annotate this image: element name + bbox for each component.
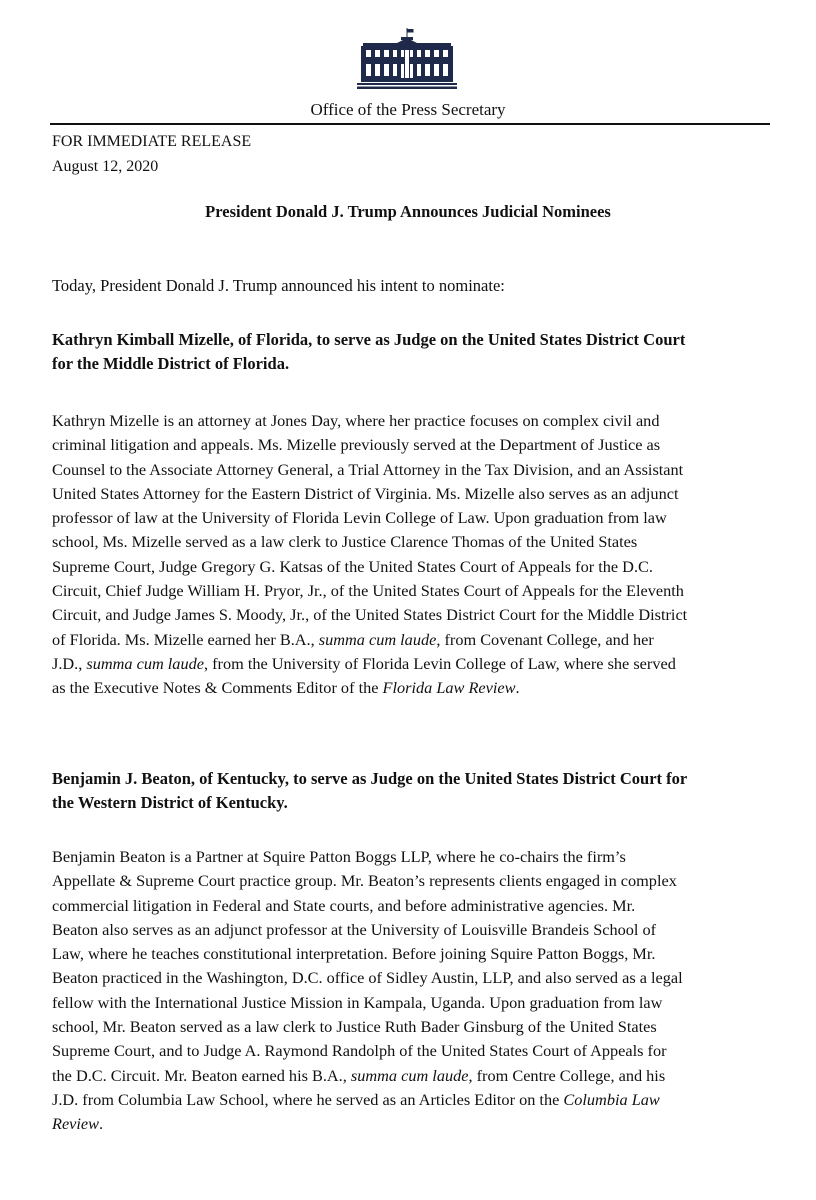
bio-line: [52, 894, 774, 918]
nominee-heading-line: the Western District of Kentucky.: [52, 793, 288, 812]
bio-line: [52, 1039, 774, 1063]
bio-text: , from Covenant College, and her: [436, 629, 654, 649]
italic-text: Columbia Law: [563, 1089, 660, 1109]
bio-text: Law, where he teaches constitutional interpretation. Before joining Squire Patton Boggs, Mr.: [52, 944, 656, 964]
header-divider: [50, 123, 770, 125]
bio-text: of Florida. Ms. Mizelle earned her B.A.,: [52, 629, 319, 649]
bio-text: .: [515, 678, 520, 698]
bio-line: [52, 555, 774, 579]
bio-text: J.D.,: [52, 653, 87, 673]
bio-line: [52, 918, 774, 942]
bio-line: [52, 942, 774, 966]
release-block: [52, 129, 251, 179]
bio-text: Kathryn Mizelle is an attorney at Jones Day, where her practice focuses on complex civil and: [52, 411, 660, 430]
bio-text: Appellate & Supreme Court practice group. Mr. Beaton’s represents clients engaged in complex: [52, 871, 677, 891]
nominee-bio: [52, 409, 774, 701]
nominee-bio: [52, 845, 774, 1137]
bio-line: [52, 1015, 774, 1039]
bio-text: school, Ms. Mizelle served as a law clerk to Justice Clarence Thomas of the United States: [52, 532, 638, 552]
bio-text: the D.C. Circuit. Mr. Beaton earned his B.A.,: [52, 1065, 351, 1085]
bio-line: [52, 409, 774, 433]
nominee-heading-line: Kathryn Kimball Mizelle, of Florida, to serve as Judge on the United States District Court: [52, 330, 686, 349]
bio-text: Counsel to the Associate Attorney General, a Trial Attorney in the Tax Division, and an Assistant: [52, 459, 684, 479]
bio-line: [52, 579, 774, 603]
bio-line: [52, 966, 774, 990]
italic-text: summa cum laude: [318, 629, 437, 649]
release-label: FOR IMMEDIATE RELEASE: [52, 133, 252, 150]
bio-text: as the Executive Notes & Comments Editor of the: [52, 678, 383, 698]
bio-line: [52, 1064, 774, 1088]
bio-text: Supreme Court, and to Judge A. Raymond Randolph of the United States Court of Appeals for: [52, 1041, 667, 1061]
nominee-heading-line: for the Middle District of Florida.: [52, 354, 290, 373]
bio-text: Beaton practiced in the Washington, D.C. office of Sidley Austin, LLP, and also served as a legal: [52, 968, 683, 988]
italic-text: Florida Law Review: [382, 678, 516, 698]
bio-line: [52, 652, 774, 676]
bio-text: Circuit, Chief Judge William H. Pryor, Jr., of the United States Court of Appeals for the Eleventh: [52, 581, 684, 601]
bio-line: [52, 869, 774, 893]
bio-text: Benjamin Beaton is a Partner at Squire Patton Boggs LLP, where he co-chairs the firm’s: [52, 847, 626, 866]
nominee-heading: [52, 767, 772, 815]
bio-text: school, Mr. Beaton served as a law clerk to Justice Ruth Bader Ginsburg of the United States: [52, 1017, 657, 1037]
bio-text: Circuit, and Judge James S. Moody, Jr., of the United States District Court for the Middle District: [52, 605, 688, 625]
bio-line: [52, 433, 774, 457]
bio-text: J.D. from Columbia Law School, where he served as an Articles Editor on the: [52, 1089, 564, 1109]
office-name: Office of the Press Secretary: [310, 100, 506, 119]
bio-text: criminal litigation and appeals. Ms. Mizelle previously served at the Department of Justice as: [52, 435, 661, 455]
bio-text: fellow with the International Justice Mission in Kampala, Uganda. Upon graduation from law: [52, 992, 663, 1012]
bio-line: [52, 482, 774, 506]
bio-text: .: [99, 1114, 104, 1134]
white-house-icon: [357, 28, 457, 90]
nominee-heading-line: Benjamin J. Beaton, of Kentucky, to serve as Judge on the United States District Court for: [52, 769, 688, 788]
bio-text: , from Centre College, and his: [468, 1065, 666, 1085]
bio-text: Supreme Court, Judge Gregory G. Katsas of the United States Court of Appeals for the D.C.: [52, 556, 653, 576]
bio-line: [52, 506, 774, 530]
bio-line: [52, 991, 774, 1015]
bio-text: professor of law at the University of Florida Levin College of Law. Upon graduation from law: [52, 508, 667, 528]
bio-line: [52, 458, 774, 482]
bio-line: [52, 845, 774, 869]
italic-text: summa cum laude: [86, 653, 204, 673]
italic-text: summa cum laude: [350, 1065, 469, 1085]
italic-text: Review: [52, 1114, 100, 1134]
nominee-heading: [52, 328, 772, 376]
bio-line: [52, 603, 774, 627]
bio-text: Beaton also serves as an adjunct professor at the University of Louisville Brandeis School of: [52, 919, 657, 939]
page-title: President Donald J. Trump Announces Judicial Nominees: [205, 202, 611, 221]
bio-line: [52, 530, 774, 554]
bio-line: [52, 628, 774, 652]
bio-line: [52, 1112, 774, 1136]
bio-line: [52, 676, 774, 700]
bio-line: [52, 1088, 774, 1112]
bio-text: United States Attorney for the Eastern District of Virginia. Ms. Mizelle also serves as an adjunct: [52, 483, 679, 503]
bio-text: , from the University of Florida Levin College of Law, where she served: [203, 653, 676, 673]
intro-text: Today, President Donald J. Trump announced his intent to nominate:: [52, 276, 505, 295]
bio-text: commercial litigation in Federal and State courts, and before administrative agencies. Mr.: [52, 895, 636, 915]
release-date: August 12, 2020: [52, 158, 159, 175]
